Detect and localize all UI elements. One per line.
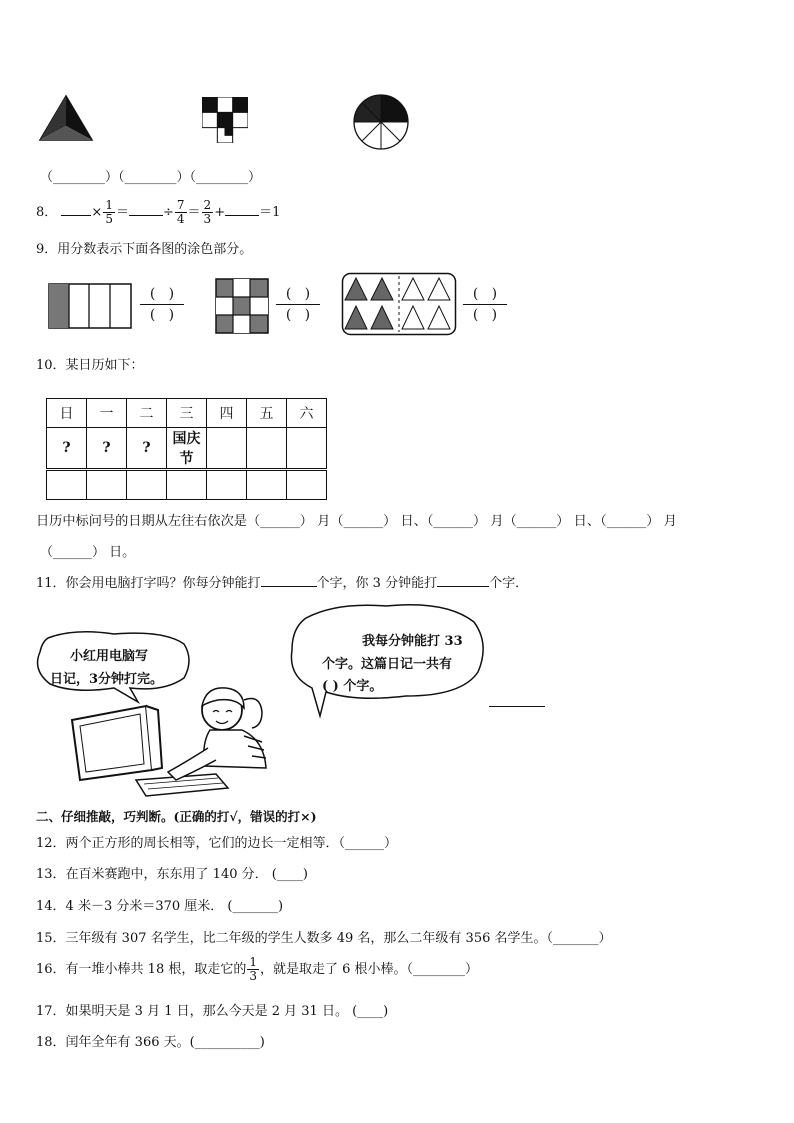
q7-answer-2[interactable]: （________） (118, 170, 190, 185)
calendar-cell (87, 470, 127, 500)
section-2-title: 二、仔细推敲，巧判断。(正确的打√，错误的打×) (36, 809, 317, 824)
divide-sign: ÷ (162, 205, 174, 220)
equals-sign: ＝ (187, 205, 201, 220)
q8-blank-2[interactable] (129, 203, 163, 216)
calendar-header: 五 (247, 399, 287, 428)
q9-text: 9．用分数表示下面各图的涂色部分。 (36, 242, 253, 257)
calendar-header: 三 (167, 399, 207, 428)
q11-text-b: 个字，你 3 分钟能打 (316, 576, 438, 591)
judgment-17[interactable]: 17．如果明天是 3 月 1 日，那么今天是 2 月 31 日。 (____) (36, 1004, 389, 1019)
q10-text: 10．某日历如下： (36, 358, 144, 373)
q8-blank-3[interactable] (225, 203, 259, 216)
bubble-right-line-3: ( ) 个字。 (322, 679, 383, 694)
q11-text (36, 572, 528, 591)
calendar-cell (207, 428, 247, 470)
q7-answers (40, 166, 261, 185)
calendar-cell: ? (47, 428, 87, 470)
judgment-12[interactable]: 12．两个正方形的周长相等，它们的边长一定相等．（______） (36, 836, 398, 851)
q10-answer-line-2[interactable]: （______） 日。 (40, 545, 136, 560)
fraction-7-4: $\frac{7}{4}$ (176, 198, 185, 226)
fraction-2-3: $\frac{2}{3}$ (203, 198, 212, 226)
bubble-right-line-2: 个字。这篇日记一共有 (322, 657, 453, 672)
fraction-1-5: $\frac{1}{5}$ (105, 198, 113, 226)
judgment-16[interactable] (36, 952, 478, 988)
plus-sign: + (214, 205, 226, 220)
fraction-1-3: $\frac{1}{3}$ (249, 955, 257, 983)
q11-blank-2[interactable] (437, 574, 489, 587)
q9-answer-2[interactable]: ( ) ( ) (276, 284, 320, 325)
figure-triangles-box (341, 272, 457, 336)
calendar-cell (167, 470, 207, 500)
figure-circle-sectors (352, 93, 410, 151)
calendar-cell (207, 470, 247, 500)
q11-text-c: 个字． (489, 576, 529, 591)
q16-text-a: 16．有一堆小棒共 18 根，取走它的 (36, 962, 247, 977)
q8-equation (36, 198, 280, 228)
calendar-header: 一 (87, 399, 127, 428)
q11-blank-1[interactable] (261, 574, 317, 587)
q8-blank-1[interactable] (61, 203, 91, 216)
calendar-header-row (47, 399, 327, 428)
calendar-row (47, 428, 327, 470)
q11-answer-line[interactable] (489, 706, 545, 707)
figure-checker-grid (202, 97, 248, 143)
judgment-18[interactable]: 18．闰年全年有 366 天。(__________) (36, 1035, 265, 1050)
judgment-13[interactable]: 13．在百米赛跑中，东东用了 140 分． (____) (36, 867, 308, 882)
calendar-table (46, 398, 327, 500)
q8-end: ＝1 (259, 205, 281, 220)
q9-answer-1[interactable]: ( ) ( ) (140, 284, 184, 325)
calendar-row (47, 470, 327, 500)
q8-number: 8． (36, 205, 58, 220)
equals-sign: ＝ (115, 205, 129, 220)
calendar-cell (127, 470, 167, 500)
calendar-cell: ? (127, 428, 167, 470)
figure-triangle (38, 94, 94, 142)
calendar-cell (247, 428, 287, 470)
bubble-left-line-2: 日记，3分钟打完。 (50, 672, 164, 687)
calendar-cell (247, 470, 287, 500)
calendar-header: 六 (287, 399, 327, 428)
q9-answer-3[interactable]: ( ) ( ) (463, 284, 507, 325)
judgment-15[interactable]: 15．三年级有 307 名学生，比二年级的学生人数多 49 名，那么二年级有 356 名学生。（_______） (36, 931, 612, 946)
calendar-cell (287, 428, 327, 470)
q10-answer-line-1[interactable]: 日历中标问号的日期从左往右依次是（______） 月（______） 日、（______） 月（______） 日、（______） 月 (36, 514, 677, 529)
bubble-left-line-1: 小红用电脑写 (70, 649, 149, 664)
calendar-cell-national-day: 国庆节 (167, 428, 207, 470)
judgment-14[interactable]: 14．4 米－3 分米＝370 厘米． (_______) (36, 899, 284, 914)
calendar-cell: ? (87, 428, 127, 470)
q7-answer-3[interactable]: （________） (189, 170, 262, 185)
times-sign: × (91, 205, 103, 220)
calendar-header: 四 (207, 399, 247, 428)
q16-text-b: ，就是取走了 6 根小棒。（________） (260, 962, 479, 977)
figure-grid-3x3 (215, 278, 269, 334)
calendar-cell (47, 470, 87, 500)
q7-answer-1[interactable]: （________） (40, 170, 119, 185)
calendar-header: 二 (127, 399, 167, 428)
girl-computer-illustration (66, 676, 276, 798)
bubble-right-line-1: 我每分钟能打 33 (362, 634, 463, 649)
figure-bar-quarters (48, 283, 132, 329)
q11-text-a: 11．你会用电脑打字吗？你每分钟能打 (36, 576, 261, 591)
calendar-cell (287, 470, 327, 500)
calendar-header: 日 (47, 399, 87, 428)
